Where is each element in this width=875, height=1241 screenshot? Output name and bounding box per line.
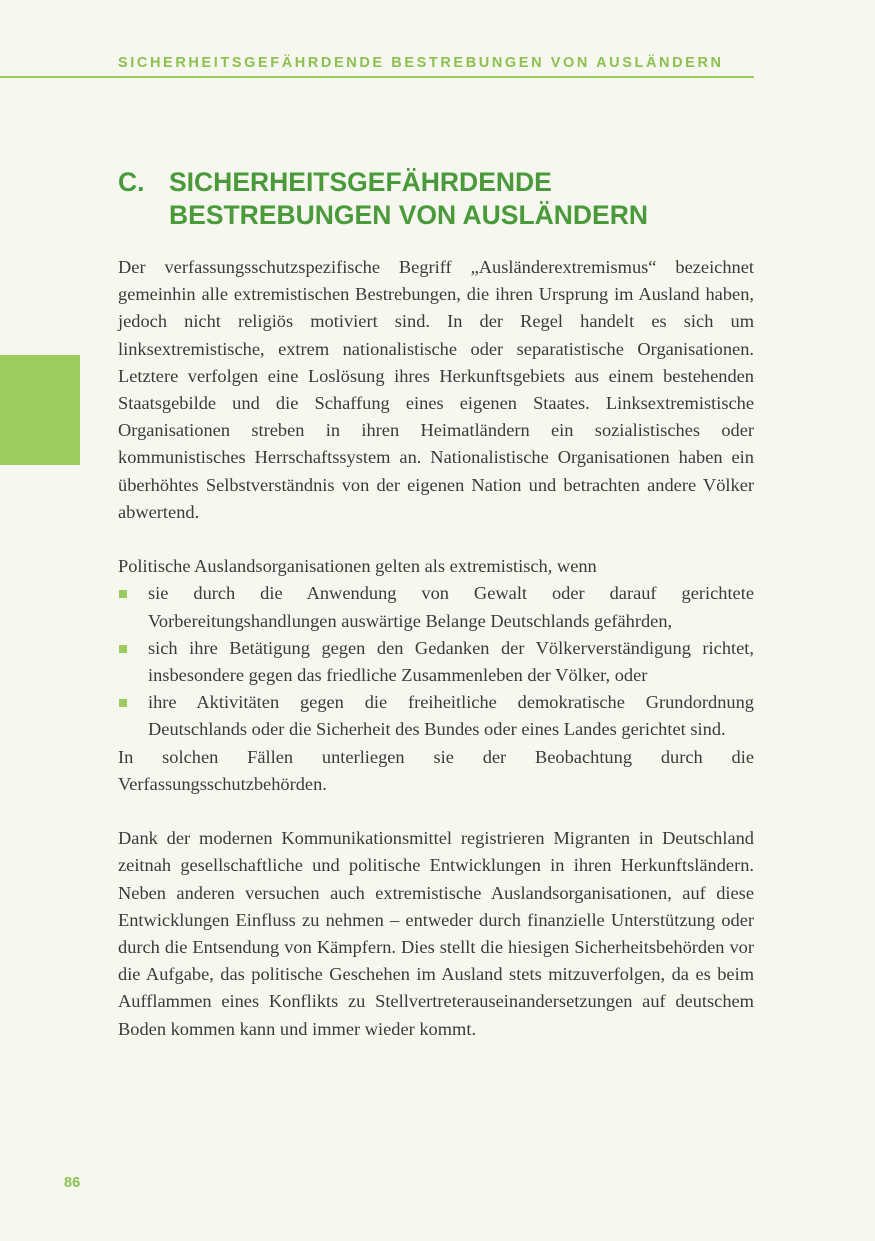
chapter-title-line-1: SICHERHEITSGEFÄHRDENDE [169, 167, 552, 197]
bullet-square-icon [119, 590, 127, 598]
chapter-side-tab [0, 355, 80, 465]
list-item-text: sich ihre Betätigung gegen den Gedanken der Völkerverständigung richtet, insbesondere gegen das friedliche Zusammenleben der Völker, oder [148, 637, 754, 686]
chapter-title [169, 166, 648, 232]
bullet-square-icon [119, 645, 127, 653]
page-number: 86 [64, 1175, 81, 1191]
body-text [118, 254, 754, 1043]
chapter-letter: C. [118, 167, 145, 197]
running-head: SICHERHEITSGEFÄHRDENDE BESTREBUNGEN VON AUSLÄNDERN [118, 55, 724, 71]
list-item [118, 635, 754, 689]
list-item-text: ihre Aktivitäten gegen die freiheitliche demokratische Grundordnung Deutschlands oder die Sicherheit des Bundes oder eines Landes gerichtet sind. [148, 692, 754, 740]
paragraph-1: Der verfassungsschutzspezifische Begriff „Ausländerextremismus“ bezeichnet gemeinhin alle extremistischen Bestrebungen, die ihren Ursprung im Ausland haben, jedoch nicht religiös motiviert sind. In der Regel handelt es sich um linksextremistische, extrem nationalistische oder separatistische Organisationen. Letztere verfolgen eine Loslösung ihres Herkunftsgebiets aus einem bestehenden Staatsgebilde und die Schaffung eines eigenen Staates. Linksextremistische Organisationen streben in ihren Heimatländern ein sozialistisches oder kommunistisches Herrschaftssystem an. Nationalistische Organisationen haben ein überhöhtes Selbstverständnis von der eigenen Nation und betrachten andere Völker abwertend. [118, 257, 754, 522]
list-item [118, 689, 754, 743]
chapter-title-line-2: BESTREBUNGEN VON AUSLÄNDERN [169, 200, 648, 230]
header-rule [0, 76, 754, 78]
bullet-square-icon [119, 699, 127, 707]
chapter-heading [118, 166, 758, 232]
list-item-text: sie durch die Anwendung von Gewalt oder darauf gerichtete Vorbereitungshandlungen auswärtige Belange Deutschlands gefährden, [148, 583, 754, 631]
paragraph-2-outro: In solchen Fällen unterliegen sie der Beobachtung durch die Verfassungsschutzbehörden. [118, 746, 754, 794]
criteria-list [118, 580, 754, 743]
list-item [118, 580, 754, 634]
paragraph-2-intro: Politische Auslandsorganisationen gelten als extremistisch, wenn [118, 556, 597, 577]
paragraph-3: Dank der modernen Kommunikationsmittel registrieren Migranten in Deutschland zeitnah gesellschaftliche und politische Entwicklungen in ihren Herkunftsländern. Neben anderen versuchen auch extremistische Auslandsorganisationen, auf diese Entwicklungen Einfluss zu nehmen – entweder durch finanzielle Unterstützung oder durch die Entsendung von Kämpfern. Dies stellt die hiesigen Sicherheitsbehörden vor die Aufgabe, das politische Geschehen im Ausland stets mitzuverfolgen, da es beim Aufflammen eines Konflikts zu Stellvertreterauseinandersetzungen auf deutschem Boden kommen kann und immer wieder kommt. [118, 828, 754, 1039]
